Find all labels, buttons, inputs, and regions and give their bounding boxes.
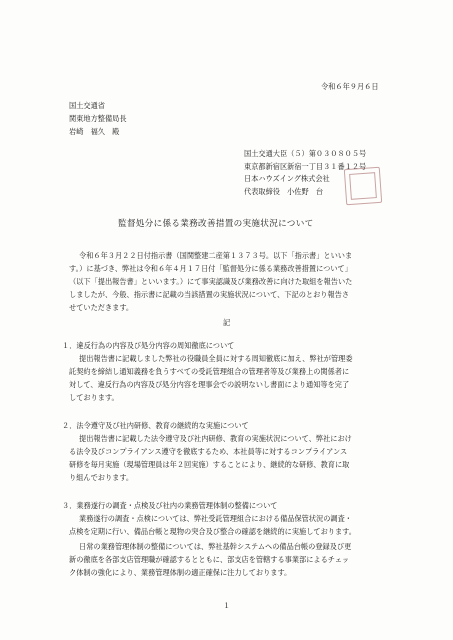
section-heading: ２．法令遵守及び社内研修、教育の継続的な実施について: [62, 421, 249, 430]
intro-line: 令和６年３月２２日付指示書（国関整建二産第１３７３号。以下「指示書」といいま: [79, 251, 353, 260]
section-line: る法令及びコンプライアンス遵守を徹底するため、本社員等に対するコンプライアンス: [69, 447, 348, 456]
page-number: １: [223, 601, 231, 610]
ki-heading: 記: [223, 318, 231, 327]
intro-line: せていただきます。: [69, 303, 134, 312]
section-heading: ３．業務遂行の調査・点検及び社内の業務管理体制の整備について: [62, 501, 278, 510]
section-line: しております。: [69, 393, 119, 402]
recipient-ministry: 国土交通省: [69, 101, 105, 110]
section-line: 託契約を締結し通知義務を負うすべての受託管理組合の管理者等及び業務上の関係者に: [69, 367, 350, 376]
section-heading: １．違反行為の内容及び処分内容の周知徹底について: [62, 341, 235, 350]
section-line: 対して、違反行為の内容及び処分内容を理事会での説明ないし書面により通知等を完了: [69, 380, 350, 389]
recipient-name: 岩崎 福久 殿: [69, 127, 120, 136]
section-line: 研修を毎月実施（現場管理員は年２回実施）することにより、継続的な研修、教育に取: [69, 460, 350, 469]
section-line: ク体制の強化により、業務管理体制の適正確保に注力しております。: [69, 568, 292, 577]
company-seal-stamp: [344, 167, 382, 205]
recipient-bureau: 関東地方整備局長: [69, 114, 127, 123]
sender-representative: 代表取締役 小佐野 台: [244, 187, 324, 196]
sender-address: 東京都新宿区新宿一丁目３１番１２号: [244, 162, 367, 171]
section-line: り組んでおります。: [69, 473, 134, 482]
section-line: 提出報告書に記載した法令遵守及び社内研修、教育の実施状況について、弊社におけ: [79, 434, 352, 443]
intro-line: しましたが、今般、指示書に記載の当該措置の実施状況について、下記のとおり報告さ: [69, 290, 350, 299]
section-line: 業務遂行の調査・点検については、弊社受託管理組合における備品保管状況の調査・: [79, 514, 352, 523]
sender-license: 国土交通大臣（５）第０３０８０５号: [244, 149, 367, 158]
intro-line: す。）に基づき、弊社は令和６年４月１７日付「監督処分に係る業務改善措置について」: [69, 264, 352, 273]
section-line: 新の徹底を各部支店管理職が確認するとともに、部支店を管轄する事業部によるチェッ: [69, 555, 350, 564]
section-line: 点検を定期に行い、備品台帳と現物の突合及び整合の確認を継続的に実施しております。: [69, 527, 356, 536]
section-line: 提出報告書に記載しました弊社の役職員全員に対する周知徹底に加え、弊社が管理委: [79, 354, 353, 363]
intro-line: （以下「提出報告書」といいます。）にて事実認識及び業務改善に向けた取組を報告いた: [69, 277, 353, 286]
document-title: 監督処分に係る業務改善措置の実施状況について: [118, 219, 314, 229]
section-line: 日常の業務管理体制の整備については、弊社基幹システムへの備品台帳の登録及び更: [79, 542, 352, 551]
sender-company: 日本ハウズイング株式会社: [244, 174, 330, 183]
document-date: 令和６年９月６日: [321, 82, 379, 91]
